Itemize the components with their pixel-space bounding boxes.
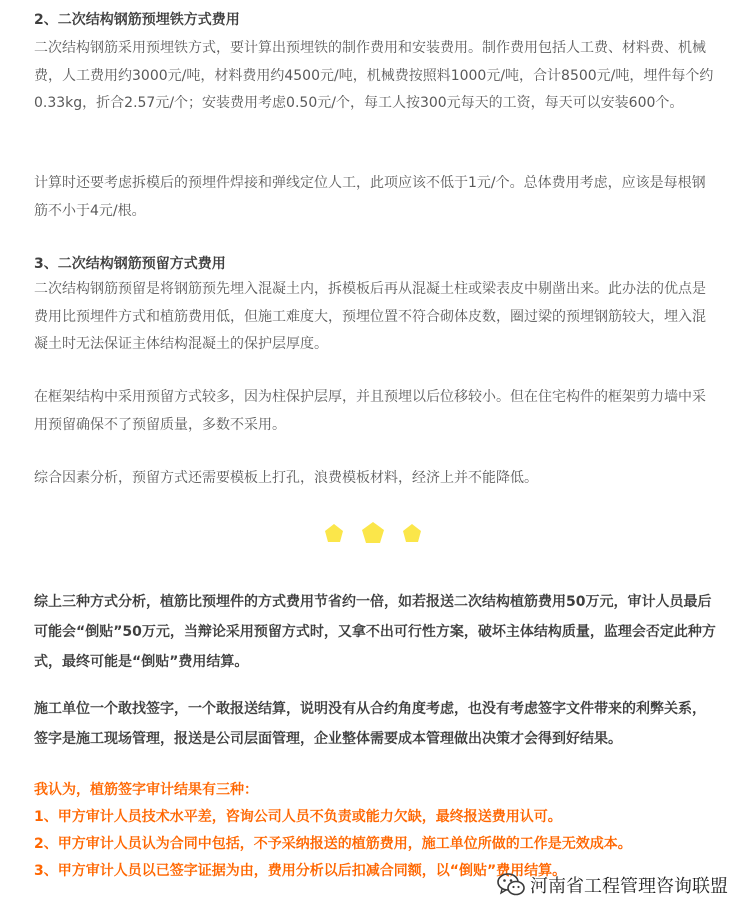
conclusion-item-2: 2、甲方审计人员认为合同中包括，不予采纳报送的植筋费用，施工单位所做的工作是无效成本。 xyxy=(34,836,632,852)
section-3-paragraph-1: 二次结构钢筋预留是将钢筋预先埋入混凝土内，拆模板后再从混凝土柱或梁表皮中剔凿出来。此办法的优点是费用比预埋件方式和植筋费用低，但施工难度大，预埋位置不符合砌体皮数，圈过梁的预埋钢筋较大，埋入混凝土时无法保证主体结构混凝土的保护层厚度。 xyxy=(34,281,706,352)
divider-dots xyxy=(0,520,748,560)
watermark-text: 河南省工程管理咨询联盟 xyxy=(530,876,728,897)
section-3-heading: 3、二次结构钢筋预留方式费用 xyxy=(34,256,226,272)
section-3-paragraph-2: 在框架结构中采用预留方式较多，因为柱保护层厚，并且预埋以后位移较小。但在住宅构件的框架剪力墙中采用预留确保不了预留质量，多数不采用。 xyxy=(34,389,706,433)
section-2-paragraph-1: 二次结构钢筋采用预埋铁方式，要计算出预埋铁的制作费用和安装费用。制作费用包括人工费、材料费、机械费，人工费用约3000元/吨，材料费用约4500元/吨，机械费按照料1000元/吨，合计8500元/吨，埋件每个约0.33kg，折合2.57元/个；安装费用考虑0.50元/个，每工人按300元每天的工资，每天可以安装600个。 xyxy=(34,40,714,111)
summary-paragraph-2: 施工单位一个敢找签字，一个敢报送结算，说明没有从合约角度考虑，也没有考虑签字文件带来的利弊关系，签字是施工现场管理，报送是公司层面管理，企业整体需要成本管理做出决策才会得到好结果。 xyxy=(34,701,706,747)
wechat-icon xyxy=(496,870,526,900)
watermark xyxy=(496,868,728,902)
divider-dot-2 xyxy=(362,522,384,543)
conclusion-item-1: 1、甲方审计人员技术水平差，咨询公司人员不负责或能力欠缺，最终报送费用认可。 xyxy=(34,809,562,825)
conclusion-intro: 我认为，植筋签字审计结果有三种： xyxy=(34,782,258,798)
section-2-paragraph-2: 计算时还要考虑拆模后的预埋件焊接和弹线定位人工，此项应该不低于1元/个。总体费用考虑，应该是每根钢筋不小于4元/根。 xyxy=(34,175,706,219)
divider-dot-1 xyxy=(325,524,343,542)
summary-paragraph-1: 综上三种方式分析，植筋比预埋件的方式费用节省约一倍，如若报送二次结构植筋费用50万元，审计人员最后可能会“倒贴”50万元，当辩论采用预留方式时，又拿不出可行性方案，破坏主体结构质量，监理会否定此种方式，最终可能是“倒贴”费用结算。 xyxy=(34,594,716,670)
divider-dot-3 xyxy=(403,524,421,542)
conclusion-item-3: 3、甲方审计人员以已签字证据为由，费用分析以后扣减合同额，以“倒贴”费用结算。 xyxy=(34,863,567,879)
section-2-heading: 2、二次结构钢筋预埋铁方式费用 xyxy=(34,12,240,28)
section-3-paragraph-3: 综合因素分析，预留方式还需要模板上打孔，浪费模板材料，经济上并不能降低。 xyxy=(34,470,538,486)
